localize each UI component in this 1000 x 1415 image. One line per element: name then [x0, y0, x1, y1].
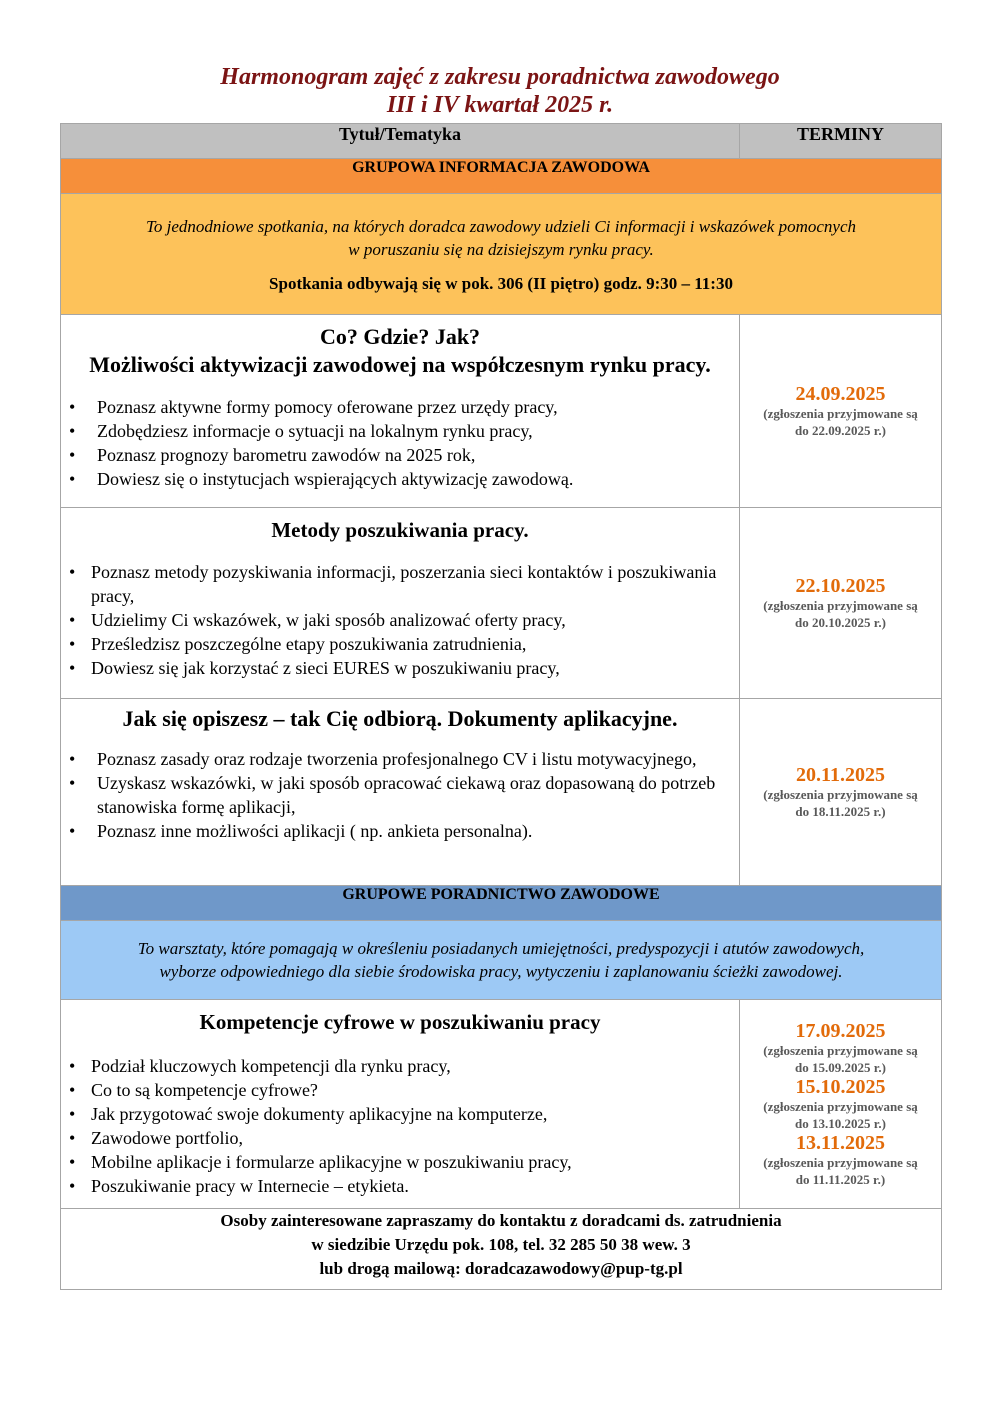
registration-note: do 22.09.2025 r.)	[795, 423, 886, 438]
table-header-row	[61, 124, 942, 159]
section-heading-row	[61, 886, 942, 921]
list-item: • Zawodowe portfolio,	[61, 1126, 739, 1150]
description-line: To jednodniowe spotkania, na których doradca zawodowy udzieli Ci informacji i wskazówek pomocnych	[145, 216, 856, 236]
section-description-row	[61, 194, 942, 315]
topic-cell	[61, 315, 740, 508]
list-item: • Co to są kompetencje cyfrowe?	[61, 1078, 739, 1102]
topic-cell	[61, 508, 740, 699]
topic-title: Co? Gdzie? Jak?	[319, 324, 481, 349]
list-item: • Poznasz zasady oraz rodzaje tworzenia profesjonalnego CV i listu motywacyjnego,	[61, 747, 739, 771]
topic-row	[61, 508, 942, 699]
topic-title: Metody poszukiwania pracy.	[271, 518, 529, 542]
topic-cell	[61, 699, 740, 886]
topic-row	[61, 699, 942, 886]
session-date: 13.11.2025	[796, 1132, 885, 1154]
topic-title: Kompetencje cyfrowe w poszukiwaniu pracy	[199, 1010, 601, 1034]
topic-row	[61, 315, 942, 508]
list-item: • Poznasz prognozy barometru zawodów na 2025 rok,	[61, 443, 739, 467]
topic-bullet-list	[61, 395, 739, 491]
list-item: • Zdobędziesz informacje o sytuacji na lokalnym rynku pracy,	[61, 419, 739, 443]
registration-note: do 20.10.2025 r.)	[795, 615, 886, 630]
session-date: 22.10.2025	[795, 575, 886, 597]
list-item: • Jak przygotować swoje dokumenty aplikacyjne na komputerze,	[61, 1102, 739, 1126]
description-line: w poruszaniu się na dzisiejszym rynku pracy.	[348, 239, 654, 259]
registration-note: do 11.11.2025 r.)	[795, 1172, 886, 1187]
topic-bullet-list	[61, 747, 739, 843]
list-item: • Dowiesz się o instytucjach wspierających aktywizację zawodową.	[61, 467, 739, 491]
contact-line: w siedzibie Urzędu pok. 108, tel. 32 285 50 38 wew. 3	[311, 1235, 691, 1254]
list-item: • Dowiesz się jak korzystać z sieci EURES w poszukiwaniu pracy,	[61, 656, 739, 680]
meeting-info: Spotkania odbywają się w pok. 306 (II piętro) godz. 9:30 – 11:30	[269, 273, 733, 293]
registration-note: do 15.09.2025 r.)	[795, 1060, 886, 1075]
section-description-row	[61, 921, 942, 1000]
list-item: • Poznasz aktywne formy pomocy oferowane przez urzędy pracy,	[61, 395, 739, 419]
contact-line: Osoby zainteresowane zapraszamy do kontaktu z doradcami ds. zatrudnienia	[220, 1211, 782, 1230]
contact-line: lub drogą mailową: doradcazawodowy@pup-tg.pl	[319, 1259, 683, 1278]
dates-cell	[740, 508, 942, 699]
section-description-counseling	[61, 921, 942, 1000]
section-heading-counseling: GRUPOWE PORADNICTWO ZAWODOWE	[61, 886, 942, 921]
topic-title: Możliwości aktywizacji zawodowej na współczesnym rynku pracy.	[89, 352, 711, 377]
registration-note: (zgłoszenia przyjmowane są	[763, 1043, 918, 1058]
list-item: • Udzielimy Ci wskazówek, w jaki sposób analizować oferty pracy,	[61, 608, 739, 632]
registration-note: (zgłoszenia przyjmowane są	[763, 787, 918, 802]
topic-bullet-list	[61, 560, 739, 680]
section-heading-info: GRUPOWA INFORMACJA ZAWODOWA	[61, 159, 942, 194]
topic-row	[61, 1000, 942, 1209]
dates-cell	[740, 1000, 942, 1209]
dates-cell	[740, 315, 942, 508]
list-item: • Poznasz metody pozyskiwania informacji, poszerzania sieci kontaktów i poszukiwania pracy,	[61, 560, 739, 608]
contact-cell	[61, 1209, 942, 1290]
list-item: • Uzyskasz wskazówki, w jaki sposób opracować ciekawą oraz dopasowaną do potrzeb stanowiska formę aplikacji,	[61, 771, 739, 819]
registration-note: do 18.11.2025 r.)	[795, 804, 886, 819]
session-date: 15.10.2025	[795, 1076, 886, 1098]
registration-note: do 13.10.2025 r.)	[795, 1116, 886, 1131]
list-item: • Poznasz inne możliwości aplikacji ( np. ankieta personalna).	[61, 819, 739, 843]
schedule-table	[60, 123, 942, 1290]
column-header-topic: Tytuł/Tematyka	[61, 124, 740, 159]
list-item: • Mobilne aplikacje i formularze aplikacyjne w poszukiwaniu pracy,	[61, 1150, 739, 1174]
description-line: To warsztaty, które pomagają w określeniu posiadanych umiejętności, predyspozycji i atutów zawodowych,	[137, 939, 865, 958]
contact-row	[61, 1209, 942, 1290]
dates-cell	[740, 699, 942, 886]
topic-title: Jak się opiszesz – tak Cię odbiorą. Dokumenty aplikacyjne.	[122, 706, 678, 731]
section-heading-row	[61, 159, 942, 194]
document-title: Harmonogram zajęć z zakresu poradnictwa zawodowego	[220, 64, 780, 90]
registration-note: (zgłoszenia przyjmowane są	[763, 1099, 918, 1114]
registration-note: (zgłoszenia przyjmowane są	[763, 1155, 918, 1170]
list-item: • Podział kluczowych kompetencji dla rynku pracy,	[61, 1054, 739, 1078]
session-date: 24.09.2025	[795, 383, 886, 405]
description-line: wyborze odpowiedniego dla siebie środowiska pracy, wytyczeniu i zaplanowaniu ścieżki zawodowej.	[159, 962, 843, 981]
document-subtitle: III i IV kwartał 2025 r.	[386, 92, 614, 118]
session-date: 17.09.2025	[795, 1020, 886, 1042]
session-date: 20.11.2025	[796, 764, 885, 786]
list-item: • Prześledzisz poszczególne etapy poszukiwania zatrudnienia,	[61, 632, 739, 656]
list-item: • Poszukiwanie pracy w Internecie – etykieta.	[61, 1174, 739, 1198]
topic-cell	[61, 1000, 740, 1209]
topic-bullet-list	[61, 1054, 739, 1198]
section-description-info	[61, 194, 942, 315]
registration-note: (zgłoszenia przyjmowane są	[763, 406, 918, 421]
column-header-dates: TERMINY	[740, 124, 942, 159]
registration-note: (zgłoszenia przyjmowane są	[763, 598, 918, 613]
